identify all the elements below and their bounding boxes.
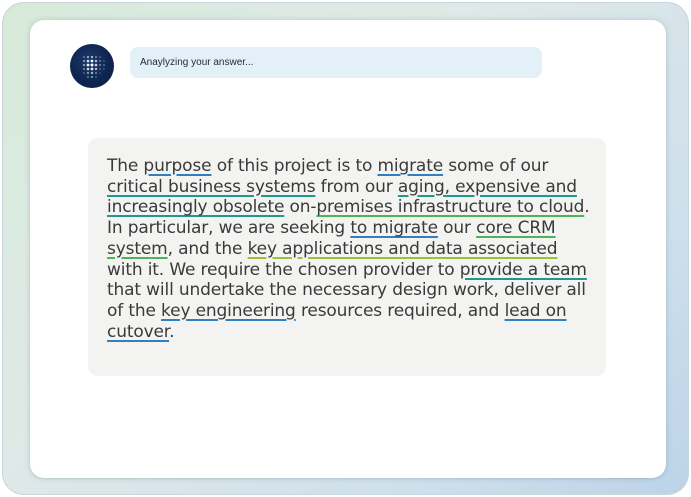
- highlighted-phrase[interactable]: provide a team: [459, 259, 587, 280]
- passage-text: . In particular, we are seeking: [107, 197, 590, 239]
- analysis-status-text: Anaylyzing your answer...: [140, 57, 254, 68]
- highlighted-phrase[interactable]: premises infrastructure to cloud: [316, 197, 585, 218]
- passage-text: from our: [315, 176, 398, 197]
- highlighted-phrase[interactable]: key engineering: [161, 300, 296, 321]
- passage-text: The: [107, 156, 144, 176]
- highlighted-phrase[interactable]: core CRM system: [107, 218, 556, 259]
- highlighted-phrase[interactable]: purpose: [143, 156, 212, 176]
- passage-text: with it. We require the chosen provider to: [107, 259, 460, 280]
- highlighted-phrase[interactable]: critical business systems: [107, 176, 316, 197]
- passage-text: resources required, and: [295, 300, 505, 321]
- passage-text: that will undertake the necessary design work, deliver all of the: [107, 280, 586, 321]
- highlighted-phrase[interactable]: to migrate: [350, 218, 438, 239]
- app-frame: [2, 2, 689, 495]
- passage-text: of this project is to: [211, 156, 378, 176]
- assistant-avatar-icon: [70, 44, 114, 88]
- answer-passage: [107, 156, 592, 342]
- dot-grid-icon: [70, 44, 114, 88]
- highlighted-phrase[interactable]: migrate: [377, 156, 444, 176]
- passage-text: some of our: [443, 156, 549, 176]
- answer-text-panel: [88, 138, 606, 376]
- highlighted-phrase[interactable]: lead on cutover: [107, 300, 567, 342]
- passage-text: on-: [284, 197, 317, 218]
- analysis-status-bar: [130, 47, 542, 78]
- highlighted-phrase[interactable]: aging, expensive and increasingly obsolete: [107, 176, 577, 218]
- main-card: [30, 20, 666, 478]
- passage-text: , and the: [167, 238, 248, 259]
- highlighted-phrase[interactable]: key applications and data associated: [247, 238, 558, 259]
- passage-text: .: [169, 321, 175, 342]
- passage-text: our: [437, 218, 477, 239]
